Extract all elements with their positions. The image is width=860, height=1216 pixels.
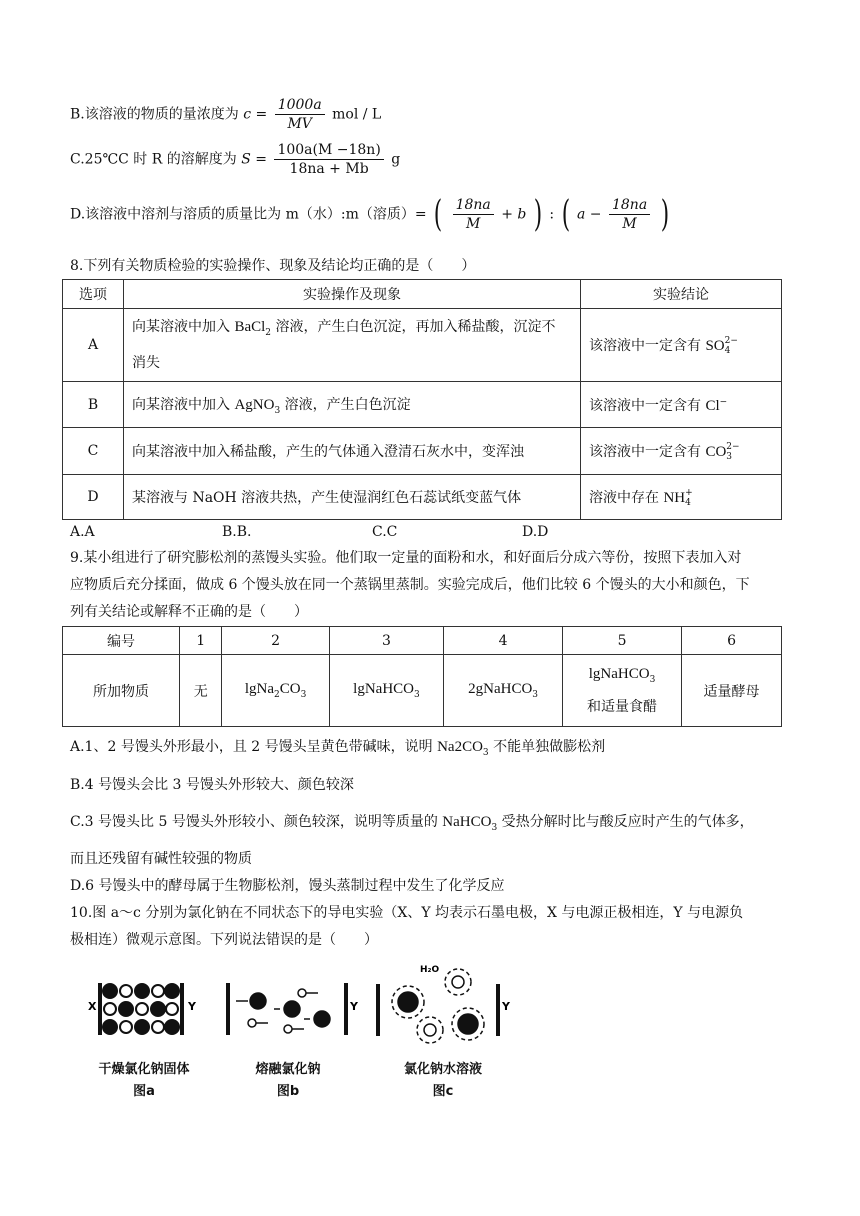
electrode-y (180, 983, 184, 1035)
option-text: A.1、2 号馒头外形最小，且 2 号馒头呈黄色带碱味，说明 (70, 739, 438, 755)
q7-d-fraction-2 (609, 196, 650, 233)
electrode-x (98, 983, 102, 1035)
q8-row-b-option: B (63, 382, 124, 428)
figure-a-solid-nacl (84, 965, 204, 1045)
q8-table (62, 279, 782, 520)
q9-option-d[interactable]: D.6 号馒头中的酵母属于生物膨松剂，馒头蒸制过程中发生了化学反应 (70, 878, 505, 894)
subscript: 3 (274, 405, 281, 416)
q10-stem-line-2: 极相连）微观示意图。下列说法错误的是（ ） (70, 932, 378, 948)
q9-number-6: 6 (682, 627, 782, 655)
table-row (63, 382, 782, 428)
q7-d-colon: : (549, 206, 555, 223)
q7-b-lhs: c = (243, 106, 268, 123)
q7-b-fraction (275, 96, 325, 133)
q9-number-2: 2 (222, 627, 329, 655)
q8-option-b[interactable]: B.B. (222, 524, 252, 540)
cell-text: 溶液，产生白色沉淀 (280, 396, 411, 413)
q9-number-5: 5 (563, 627, 682, 655)
q8-stem: 8.下列有关物质检验的实验操作、现象及结论均正确的是（ ） (70, 258, 476, 274)
open-paren-2: ( (561, 193, 570, 235)
q7-d-plus-b: + b (501, 206, 527, 223)
electrode-y (344, 983, 348, 1035)
option-text: C.3 号馒头比 5 号馒头外形较小、颜色较深，说明等质量的 (70, 814, 443, 830)
q7-d-f2-numerator: 18na (609, 196, 650, 215)
close-paren-2: ) (660, 193, 669, 235)
q9-cell-5 (563, 655, 682, 727)
superscript: 2− (726, 441, 740, 452)
option-text: 不能单独做膨松剂 (488, 739, 606, 755)
subscript: 3 (726, 451, 733, 462)
q9-number-1: 1 (180, 627, 222, 655)
q7-b-text: B.该溶液的物质的量浓度为 (70, 106, 239, 123)
q9-cell-3 (329, 655, 443, 727)
figure-a-label: 图a (133, 1084, 155, 1099)
q7-option-d (70, 193, 672, 235)
q7-option-c (70, 141, 400, 178)
chem-formula: 2gNaHCO (468, 681, 533, 698)
q7-b-denominator: MV (287, 116, 312, 132)
q9-option-b[interactable]: B.4 号馒头会比 3 号馒头外形较大、颜色较深 (70, 777, 354, 793)
q7-c-fraction (274, 141, 383, 178)
cell-text: 该溶液中一定含有 (589, 337, 706, 354)
q8-header-option: 选项 (63, 280, 124, 309)
q9-cell-6: 适量酵母 (682, 655, 782, 727)
q8-options (70, 522, 548, 542)
q9-stem-line-2: 应物质后充分揉面，做成 6 个馒头放在同一个蒸锅里蒸制。实验完成后，他们比较 6 个馒头的大小和颜色，下 (70, 577, 750, 593)
moving-ions (236, 989, 330, 1033)
subscript: 3 (532, 689, 539, 700)
electrode-x-label: X (88, 1000, 97, 1013)
cell-text: 溶液，产生白色沉淀，再加入稀盐酸，沉淀不 (271, 319, 556, 336)
table-row (63, 428, 782, 475)
q7-d-fraction-1 (453, 196, 494, 233)
q7-c-numerator: 100a(M −18n) (274, 141, 383, 160)
chem-formula: CO (705, 443, 727, 460)
q9-number-4: 4 (444, 627, 563, 655)
table-row (63, 655, 782, 727)
q7-b-unit: mol / L (332, 106, 382, 123)
chem-formula: SO (705, 337, 725, 354)
hydrated-ions (392, 969, 484, 1043)
cell-text: 消失 (132, 354, 160, 371)
chem-formula: NH (663, 489, 686, 506)
q7-d-f1-denominator: M (466, 216, 481, 232)
chem-formula: AgNO (234, 396, 275, 413)
electrode-y-label: Y (350, 1000, 358, 1013)
chem-formula: lgNaHCO (588, 665, 650, 682)
q9-header-label: 编号 (63, 627, 180, 655)
cell-text: 向某溶液中加入 (132, 319, 235, 336)
chem-formula: Na2CO (437, 739, 483, 755)
electrode-x (226, 983, 230, 1035)
subscript: 3 (649, 674, 656, 685)
cell-text: 溶液中存在 (589, 489, 664, 506)
chem-formula: lgNaHCO (353, 681, 414, 698)
q8-row-b-operation (124, 382, 581, 428)
figure-b-label: 图b (276, 1084, 300, 1099)
subscript: 4 (724, 345, 731, 356)
q7-d-a-minus: a − (577, 206, 602, 223)
figure-c-caption: 氯化钠水溶液 (403, 1062, 482, 1077)
figure-a-caption: 干燥氯化钠固体 (98, 1062, 190, 1077)
q10-stem-line-1: 10.图 a～c 分别为氯化钠在不同状态下的导电实验（X、Y 均表示石墨电极，X 与电源正极相连，Y 与电源负 (70, 905, 744, 921)
q8-row-d-conclusion (581, 475, 782, 520)
figure-c-nacl-solution (368, 958, 518, 1050)
q7-d-text: D.该溶液中溶剂与溶质的质量比为 m（水）:m（溶质）= (70, 206, 427, 223)
subscript: 3 (300, 689, 307, 700)
q7-d-f1-numerator: 18na (453, 196, 494, 215)
q8-row-c-operation: 向某溶液中加入稀盐酸，产生的气体通入澄清石灰水中，变浑浊 (124, 428, 581, 475)
superscript: − (719, 396, 728, 407)
q8-header-conclusion: 实验结论 (581, 280, 782, 309)
q7-b-numerator: 1000a (275, 96, 325, 115)
q7-c-unit: g (391, 151, 401, 168)
subscript: 2 (265, 327, 272, 338)
subscript: 4 (685, 497, 691, 508)
cell-text: 该溶液中一定含有 (589, 443, 706, 460)
q7-c-text: C.25℃C 时 R 的溶解度为 (70, 151, 237, 168)
q7-option-b (70, 96, 381, 133)
superscript: 2− (724, 335, 738, 346)
option-text: 受热分解时比与酸反应时产生的气体多， (497, 814, 754, 830)
chem-formula: BaCl (234, 319, 266, 336)
q9-option-c-cont: 而且还残留有碱性较强的物质 (70, 851, 252, 867)
subscript: 2 (274, 689, 280, 700)
water-label: H₂O (420, 965, 440, 975)
q8-option-d[interactable]: D.D (522, 524, 549, 540)
cell-text: 该溶液中一定含有 (589, 397, 706, 414)
chem-formula: NaHCO (442, 814, 492, 830)
q9-option-a[interactable] (70, 737, 605, 763)
q9-cell-4 (444, 655, 563, 727)
q8-row-c-option: C (63, 428, 124, 475)
q8-row-b-conclusion (581, 382, 782, 428)
figure-c-label: 图c (432, 1084, 454, 1099)
electrode-y-label: Y (502, 1000, 510, 1013)
superscript: + (685, 487, 693, 498)
q8-option-c[interactable]: C.C (372, 524, 398, 540)
q9-header-row (63, 627, 782, 655)
figure-b-caption: 熔融氯化钠 (255, 1062, 321, 1077)
q8-row-a-operation (124, 309, 581, 382)
q9-cell-1: 无 (180, 655, 222, 727)
subscript: 3 (491, 822, 498, 833)
table-row (63, 309, 782, 382)
q7-c-lhs: S = (241, 151, 267, 168)
q8-header-row (63, 280, 782, 309)
chem-formula: lgNa (244, 681, 275, 698)
q8-header-operation: 实验操作及现象 (124, 280, 581, 309)
figure-b-molten-nacl (218, 965, 358, 1045)
chem-formula: Cl (705, 397, 720, 414)
q9-cell-2 (222, 655, 329, 727)
subscript: 3 (482, 747, 489, 758)
electrode-y (496, 984, 500, 1036)
q7-d-f2-denominator: M (622, 216, 637, 232)
q9-stem-line-1: 9.某小组进行了研究膨松剂的蒸馒头实验。他们取一定量的面粉和水，和好面后分成六等份，按照下表加入对 (70, 550, 742, 566)
subscript: 3 (414, 689, 420, 700)
q7-c-denominator: 18na + Mb (289, 161, 369, 177)
ion-lattice (102, 983, 180, 1035)
q9-row-label: 所加物质 (63, 655, 180, 727)
q9-option-c[interactable] (70, 812, 754, 838)
q8-row-d-operation: 某溶液与 NaOH 溶液共热，产生使湿润红色石蕊试纸变蓝气体 (124, 475, 581, 520)
q8-row-a-conclusion (581, 309, 782, 382)
open-paren: ( (433, 193, 443, 235)
q8-row-a-option: A (63, 309, 124, 382)
table-row (63, 475, 782, 520)
chem-formula: CO (279, 681, 301, 698)
electrode-x (376, 984, 380, 1036)
q9-number-3: 3 (329, 627, 443, 655)
q8-row-c-conclusion (581, 428, 782, 475)
q8-row-d-option: D (63, 475, 124, 520)
electrode-y-label: Y (188, 1000, 196, 1013)
q9-table (62, 626, 782, 727)
q9-stem-line-3: 列有关结论或解释不正确的是（ ） (70, 604, 308, 620)
close-paren: ) (533, 193, 543, 235)
q8-option-a[interactable]: A.A (70, 524, 95, 540)
cell-text: 向某溶液中加入 (132, 396, 235, 413)
cell-text: 和适量食醋 (587, 699, 658, 716)
